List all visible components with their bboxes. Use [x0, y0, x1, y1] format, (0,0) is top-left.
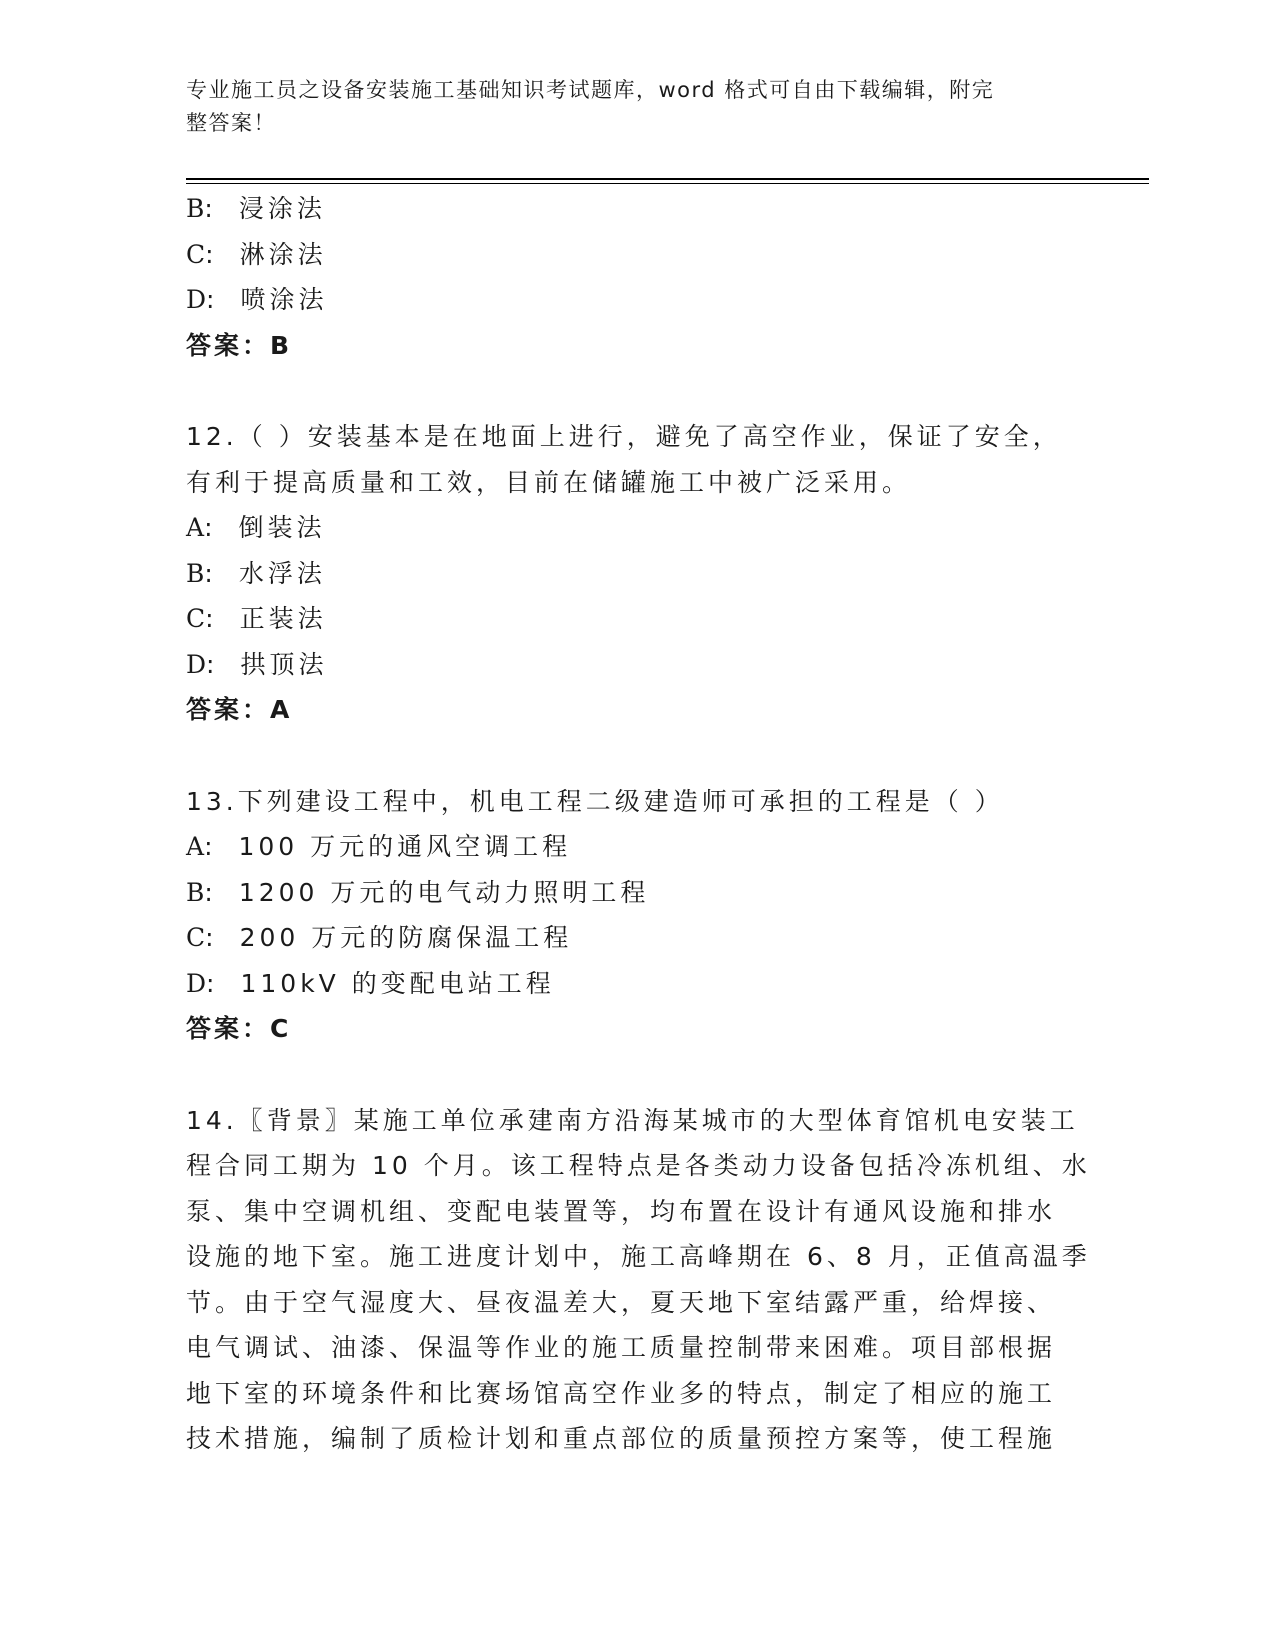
- header-line-2: 整答案！: [186, 111, 276, 135]
- header-divider-thick: [186, 178, 1149, 180]
- option-d: D: 喷涂法: [186, 285, 328, 314]
- option-b: B: 浸涂法: [186, 194, 326, 223]
- question-14: [186, 1098, 1091, 1462]
- document-body: [186, 186, 1091, 1462]
- answer-line: 答案：A: [186, 695, 293, 724]
- answer-line: 答案：C: [186, 1014, 292, 1043]
- document-header: [186, 74, 1066, 140]
- option-a: A: 100 万元的通风空调工程: [186, 832, 572, 861]
- question-stem-line: 地下室的环境条件和比赛场馆高空作业多的特点，制定了相应的施工: [186, 1378, 1057, 1408]
- header-divider-thin: [186, 183, 1149, 184]
- question-stem-line: 有利于提高质量和工效，目前在储罐施工中被广泛采用。: [186, 467, 912, 497]
- question-stem-line: 泵、集中空调机组、变配电装置等，均布置在设计有通风设施和排水: [186, 1196, 1057, 1226]
- option-c: C: 淋涂法: [186, 239, 327, 269]
- header-line-1: 专业施工员之设备安装施工基础知识考试题库，word 格式可自由下载编辑，附完: [186, 78, 995, 102]
- question-stem-line: 13.下列建设工程中，机电工程二级建造师可承担的工程是（ ）: [186, 786, 1004, 816]
- question-stem-line: 程合同工期为 10 个月。该工程特点是各类动力设备包括冷冻机组、水: [186, 1151, 1091, 1180]
- option-d: D: 110kV 的变配电站工程: [186, 968, 555, 998]
- option-c: C: 200 万元的防腐保温工程: [186, 923, 573, 952]
- question-stem-line: 电气调试、油漆、保温等作业的施工质量控制带来困难。项目部根据: [186, 1333, 1057, 1362]
- question-stem-line: 节。由于空气湿度大、昼夜温差大，夏天地下室结露严重，给焊接、: [186, 1287, 1057, 1317]
- question-stem-line: 12.（ ）安装基本是在地面上进行，避免了高空作业，保证了安全，: [186, 422, 1062, 451]
- option-b: B: 水浮法: [186, 558, 326, 588]
- question-stem-line: 技术措施，编制了质检计划和重点部位的质量预控方案等，使工程施: [186, 1424, 1057, 1453]
- option-b: B: 1200 万元的电气动力照明工程: [186, 877, 650, 907]
- question-12: [186, 414, 1086, 733]
- question-13: [186, 779, 1086, 1052]
- option-d: D: 拱顶法: [186, 649, 328, 679]
- question-11: [186, 186, 1086, 368]
- option-c: C: 正装法: [186, 604, 327, 633]
- question-stem-line: 设施的地下室。施工进度计划中，施工高峰期在 6、8 月，正值高温季: [186, 1242, 1091, 1271]
- question-stem-line: 14.〖背景〗某施工单位承建南方沿海某城市的大型体育馆机电安装工: [186, 1105, 1079, 1135]
- answer-line: 答案：B: [186, 330, 293, 360]
- option-a: A: 倒装法: [186, 513, 326, 542]
